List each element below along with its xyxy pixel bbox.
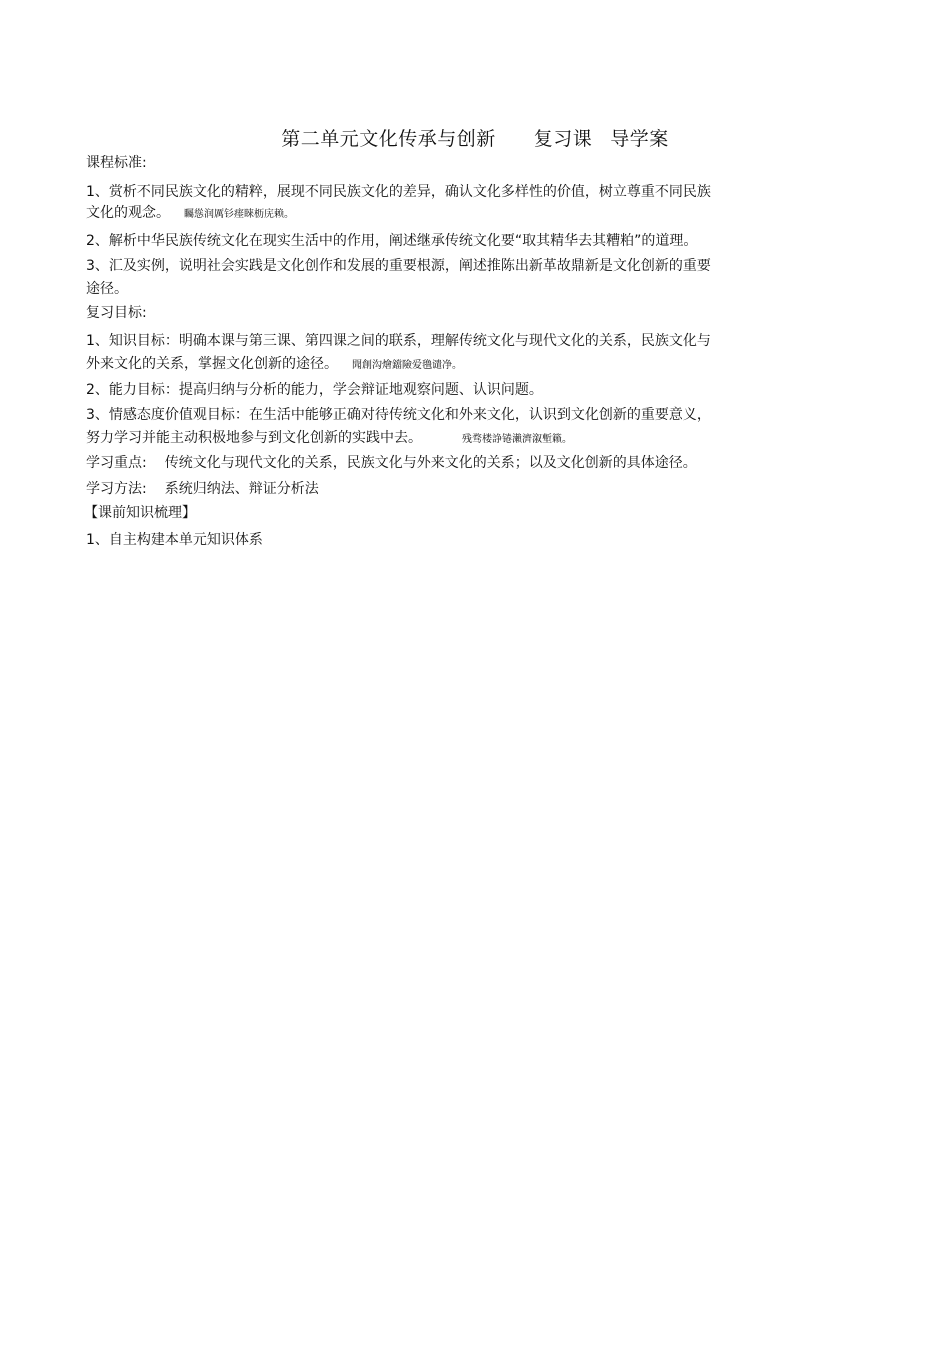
goals-item-1-line-1: 1、知识目标：明确本课与第三课、第四课之间的联系，理解传统文化与现代文化的关系，民族文化与 [86,333,711,349]
pre-class-heading: 【课前知识梳理】 [84,505,196,521]
goals-heading: 复习目标: [86,305,147,321]
goals-item-2: 2、能力目标：提高归纳与分析的能力，学会辩证地观察问题、认识问题。 [86,382,543,398]
method-label: 学习方法: [86,481,147,497]
key-points-text: 传统文化与现代文化的关系，民族文化与外来文化的关系；以及文化创新的具体途径。 [164,455,697,471]
method-text: 系统归纳法、辩证分析法 [164,481,319,497]
standard-item-1-line-1: 1、赏析不同民族文化的精粹，展现不同民族文化的差异，确认文化多样性的价值，树立尊重不同民族 [86,184,711,200]
standard-item-3-line-2: 途径。 [86,281,128,297]
key-points [86,453,766,473]
title-review-class: 复习课 [533,128,593,150]
pre-class-item-1: 1、自主构建本单元知识体系 [86,532,263,548]
key-points-label: 学习重点: [86,455,147,471]
goals-item-1-text: 外来文化的关系，掌握文化创新的途径。 [86,356,338,372]
standard-item-2: 2、解析中华民族传统文化在现实生活中的作用，阐述继承传统文化要“取其精华去其糟粕”的道理。 [86,233,698,249]
standard-item-1-noise: 矚慫润厲钐瘗睞枥庑赖。 [184,209,294,220]
title-guide: 导学案 [610,128,669,150]
goals-item-3-noise: 残骛楼諍锩瀨濟溆塹籟。 [462,434,572,445]
standard-item-1-line-2 [86,203,766,225]
standard-heading: 课程标准: [86,155,147,171]
standard-item-3-line-1: 3、汇及实例，说明社会实践是文化创作和发展的重要根源，阐述推陈出新革故鼎新是文化创新的重要 [86,258,711,274]
goals-item-3-line-1: 3、情感态度价值观目标：在生活中能够正确对待传统文化和外来文化，认识到文化创新的重要意义， [86,407,711,423]
document-title [0,124,950,151]
learning-method [86,479,766,499]
goals-item-3-text: 努力学习并能主动积极地参与到文化创新的实践中去。 [86,430,422,446]
goals-item-1-line-2 [86,354,766,376]
standard-item-1-text: 文化的观念。 [86,205,170,221]
goals-item-3-line-2 [86,428,766,450]
title-unit: 第二单元文化传承与创新 [281,128,496,150]
goals-item-1-noise: 聞創沟燴鐺險爱氇谴净。 [352,360,462,371]
